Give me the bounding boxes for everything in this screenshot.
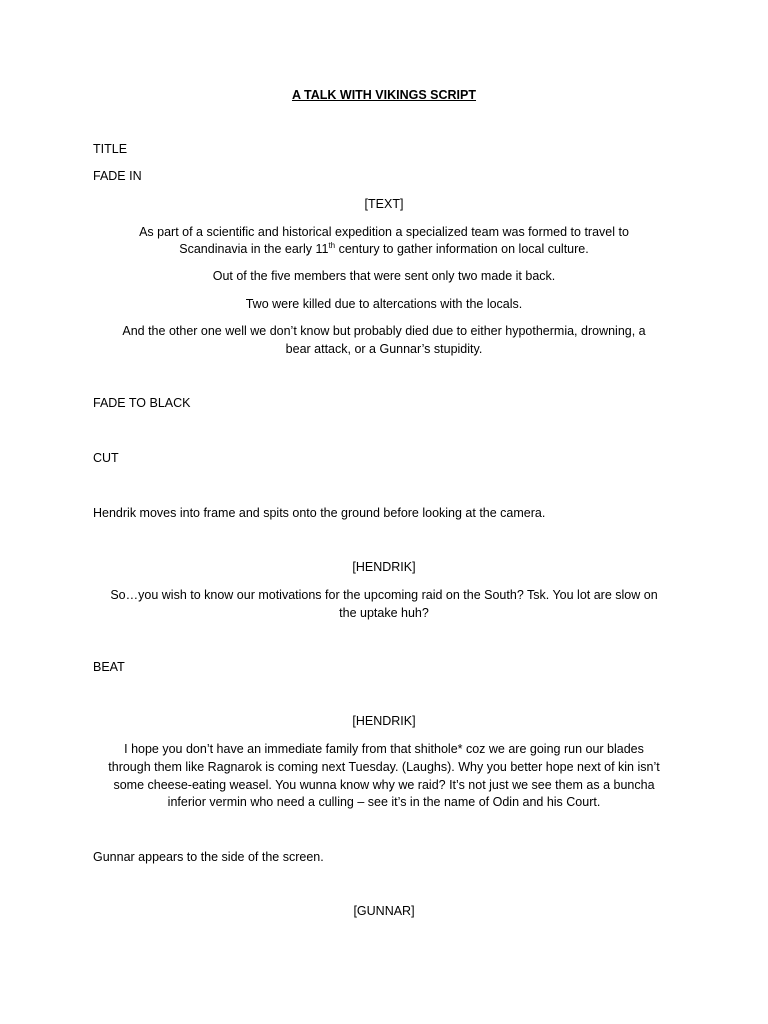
intro-paragraph-1-line-1: As part of a scientific and historical expedition a specialized team was formed to travel to [139, 225, 629, 239]
action-line-2: Gunnar appears to the side of the screen. [93, 850, 324, 864]
intro-paragraph-4-line-2: bear attack, or a Gunnar’s stupidity. [285, 342, 483, 356]
hendrik-dialogue-2-line-3: some cheese-eating weasel. You wunna know why we raid? It’s not just we see them as a buncha [113, 778, 655, 792]
intro-line-2-start: Scandinavia in the early 11 [179, 242, 329, 256]
hendrik-dialogue-2-line-4: inferior vermin who need a culling – see it’s in the name of Odin and his Court. [167, 795, 601, 809]
cut-direction: CUT [93, 451, 119, 465]
title-heading: TITLE [93, 142, 128, 156]
ordinal-suffix: th [328, 240, 336, 250]
text-cue: [TEXT] [364, 197, 404, 211]
hendrik-cue-1: [HENDRIK] [352, 560, 416, 574]
intro-paragraph-1-line-2 [60, 241, 708, 259]
hendrik-dialogue-2-line-2: through them like Ragnarok is coming next Tuesday. (Laughs). Why you better hope next of kin isn’t [108, 760, 660, 774]
hendrik-dialogue-1-line-1: So…you wish to know our motivations for the upcoming raid on the South? Tsk. You lot are slow on [110, 588, 658, 602]
fade-in-direction: FADE IN [93, 169, 142, 183]
intro-paragraph-4-line-1: And the other one well we don’t know but probably died due to either hypothermia, drowning, a [122, 324, 646, 338]
intro-paragraph-3: Two were killed due to altercations with the locals. [245, 297, 523, 311]
fade-to-black-direction: FADE TO BLACK [93, 396, 191, 410]
action-line-1: Hendrik moves into frame and spits onto the ground before looking at the camera. [93, 506, 546, 520]
intro-line-2-end: century to gather information on local culture. [335, 242, 589, 256]
beat-direction: BEAT [93, 660, 125, 674]
hendrik-cue-2: [HENDRIK] [352, 714, 416, 728]
hendrik-dialogue-1-line-2: the uptake huh? [339, 606, 429, 620]
document-title: A TALK WITH VIKINGS SCRIPT [291, 88, 477, 102]
gunnar-cue: [GUNNAR] [353, 904, 415, 918]
intro-paragraph-2: Out of the five members that were sent only two made it back. [212, 269, 556, 283]
hendrik-dialogue-2-line-1: I hope you don’t have an immediate family from that shithole* coz we are going run our blades [124, 742, 644, 756]
